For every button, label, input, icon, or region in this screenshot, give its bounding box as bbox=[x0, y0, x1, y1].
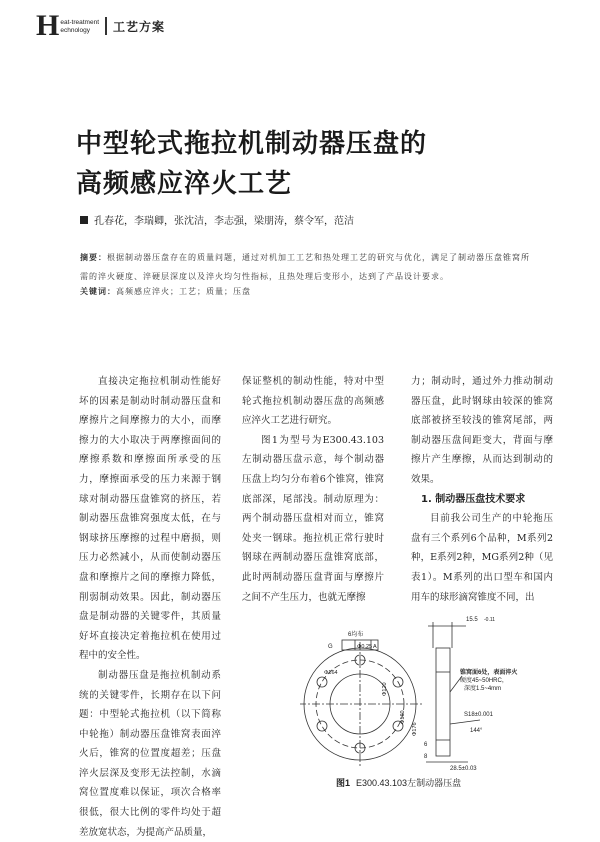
dim-s18: S18±0.001 bbox=[464, 712, 493, 718]
note-2: 硬度45~50HRC， bbox=[460, 678, 508, 684]
keywords bbox=[80, 286, 251, 297]
paragraph: 制动器压盘是拖拉机制动系统的关键零件，长期存在以下问题：中型轮式拖拉机（以下简称中轮拖）制动器压盘锥窝表面淬火后，锥窝的位置度超差；压盘淬火层深及变形无法控制，水滴窝位置度难以保证，项次合格率很低，很大比例的零件均处于超差放宽状态，为提高产品质量， bbox=[79, 669, 221, 838]
abstract-text: 根据制动器压盘存在的质量问题，通过对机加工工艺和热处理工艺的研究与优化，满足了制动器压盘锥窝所需的淬火硬度、淬硬层深度以及淬火均匀性指标，且热处理后变形小，达到了产品设计要求。 bbox=[80, 253, 530, 281]
dim-160: Φ160 bbox=[400, 710, 406, 724]
dim-top: 15.5 bbox=[466, 617, 478, 623]
paragraph: 图1为型号为E300.43.103左制动器压盘示意，每个制动器压盘上均匀分布着6个锥窝，锥窝底部深，尾部浅。制动原理为：两个制动器压盘相对而立，锥窝处夹一钢球。拖拉机正常行驶时钢球在两制动器压盘锥窝底部，此时两制动器压盘背面与摩擦片之间不产生压力，也就无摩擦 bbox=[242, 434, 384, 603]
abstract-label: 摘要： bbox=[80, 253, 107, 262]
holes-note: 6均布 bbox=[348, 632, 364, 638]
square-bullet-icon bbox=[80, 216, 88, 224]
dim-164: Φ164 bbox=[324, 670, 338, 676]
paragraph: 直接决定拖拉机制动性能好坏的因素是制动时制动器压盘和摩擦片之间摩擦力的大小，而摩擦力的大小取决于两摩擦面间的摩擦系数和摩擦面所承受的压力，摩擦面承受的压力来源于钢球对制动器压盘锥窝的挤压，若制动器压盘锥窝强度太低，在与钢球挤压摩擦的过程中磨损，则压力必然减小，从而使制动器压盘和摩擦片之间的摩擦力降低，削弱制动效果。因此，制动器压盘是制动器的关键零件，其质量好坏直接决定着拖拉机在使用过程中的安全性。 bbox=[79, 376, 221, 662]
note-3: 深度1.5~4mm bbox=[464, 686, 502, 692]
body-column-2 bbox=[242, 372, 384, 607]
figure-caption-text: E300.43.103左制动器压盘 bbox=[356, 778, 462, 788]
journal-logo-letter: H bbox=[36, 9, 60, 42]
section-label: 工艺方案 bbox=[113, 19, 166, 34]
section-heading: 1. 制动器压盘技术要求 bbox=[421, 493, 526, 505]
figure-brake-disc-drawing bbox=[300, 612, 532, 772]
figure-caption bbox=[336, 776, 461, 789]
keywords-label: 关键词： bbox=[80, 287, 116, 296]
dim-top-tolerance: -0.11 bbox=[484, 617, 496, 623]
journal-logo-text: eat-treatment echnology bbox=[60, 19, 100, 34]
author-names: 孔春花，李瑞卿，张沈洁，李志强，梁朋涛，蔡令军，范洁 bbox=[94, 216, 354, 227]
body-column-3 bbox=[411, 372, 553, 607]
note-1: 锥窝面6处，表面淬火 bbox=[460, 670, 518, 676]
figure-number: 图1 bbox=[336, 778, 351, 788]
dim-6: 6 bbox=[424, 742, 428, 748]
dim-bottom: 28.5±0.03 bbox=[450, 766, 477, 772]
paragraph: 力；制动时，通过外力推动制动器压盘，此时钢球由较深的锥窝底部被挤至较浅的锥窝尾部，两制动器压盘间距变大，背面与摩擦片产生摩擦，从而达到制动的效果。 bbox=[411, 376, 553, 485]
dim-8: 8 bbox=[424, 754, 428, 760]
dim-176: Φ176 bbox=[412, 722, 418, 736]
abstract bbox=[80, 248, 535, 286]
keywords-text: 高频感应淬火；工艺；质量；压盘 bbox=[116, 287, 251, 296]
cone-hole bbox=[317, 721, 327, 731]
datum-a: A bbox=[373, 644, 377, 650]
dim-120: Φ120 bbox=[382, 682, 388, 696]
datum-g: G bbox=[328, 644, 333, 650]
header-divider bbox=[105, 17, 107, 35]
paragraph: 目前我公司生产的中轮拖压盘有三个系列6个品种，M系列2种，E系列2种，MG系列2种（见表1）。M系列的出口型车和国内用车的球形滴窝锥度不同，出 bbox=[411, 513, 553, 603]
article-title: 中型轮式拖拉机制动器压盘的 高频感应淬火工艺 bbox=[76, 129, 428, 199]
cone-hole bbox=[317, 677, 327, 687]
journal-header bbox=[36, 9, 166, 42]
paragraph: 保证整机的制动性能，特对中型轮式拖拉机制动器压盘的高频感应淬火工艺进行研究。 bbox=[242, 376, 384, 427]
body-column-1 bbox=[79, 372, 221, 842]
position-tolerance: Φ0.25 bbox=[357, 644, 373, 650]
angle-144: 144° bbox=[470, 728, 483, 734]
author-line bbox=[80, 212, 354, 227]
